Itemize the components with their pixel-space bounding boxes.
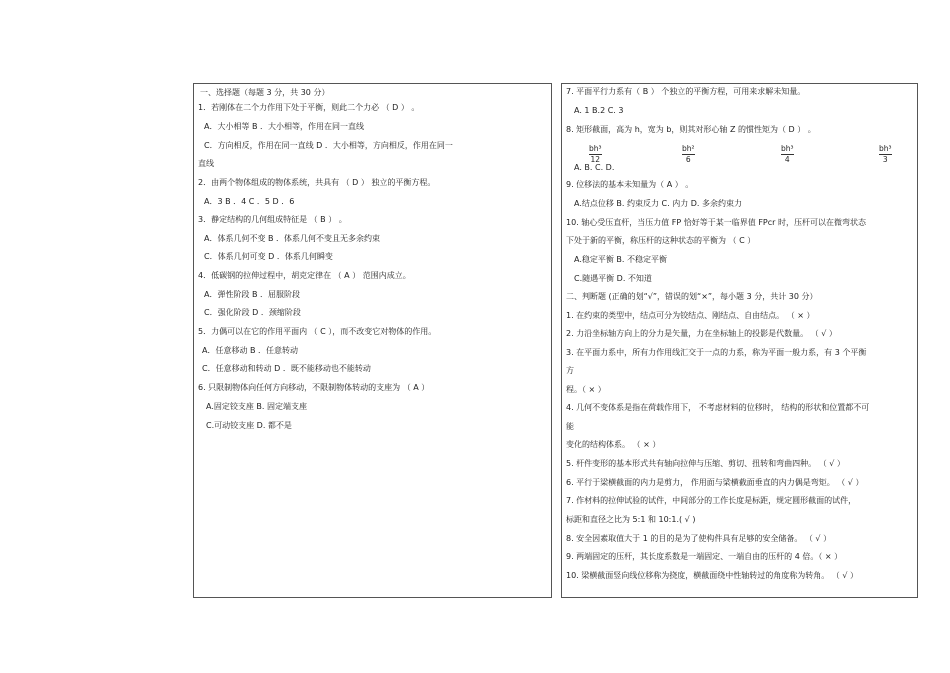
judgement-8: 8. 安全因素取值大于 1 的目的是为了使构件具有足够的安全储备。 （ √ ） [566, 534, 832, 543]
q2-options: A．3 B ．4 C ．5 D ．6 [204, 197, 295, 206]
question-9: 9. 位移法的基本未知量为（ A ） 。 [566, 180, 694, 189]
judgement-3: 3. 在平面力系中，所有力作用线汇交于一点的力系，称为平面一般力系，有 3 个平衡 [566, 348, 867, 357]
q7-options: A. 1 B.2 C. 3 [574, 106, 624, 115]
q8-option-letters: A. B. C. D. [574, 163, 615, 172]
q8-option-a-formula [589, 145, 602, 164]
q8-option-d-formula [879, 145, 892, 164]
q8-option-b-numerator: bh² [682, 144, 695, 153]
question-10-continued: 下处于新的平衡，称压杆的这种状态的平衡为 （ C ） [566, 236, 756, 245]
judgement-1: 1. 在约束的类型中，结点可分为铰结点、刚结点、自由结点。 （ × ） [566, 311, 815, 320]
q6-options-ab: A.固定铰支座 B. 固定端支座 [206, 402, 307, 411]
q5-options-cd: C．任意移动和转动 D ．既不能移动也不能转动 [202, 364, 371, 373]
question-4: 4．低碳钢的拉伸过程中，胡克定律在 （ A ） 范围内成立。 [198, 271, 411, 280]
section-heading-judgement: 二、判断题 (正确的划“√”，错误的划“×”，每小题 3 分，共计 30 分） [566, 292, 818, 301]
question-5: 5．力偶可以在它的作用平面内 （ C ），而不改变它对物体的作用。 [198, 327, 437, 336]
judgement-7: 7. 作材料的拉伸试验的试件，中间部分的工作长度是标距，规定圆形截面的试件， [566, 496, 857, 505]
judgement-10: 10. 梁横截面竖向线位移称为挠度，横截面绕中性轴转过的角度称为转角。 （ √ ） [566, 571, 858, 580]
question-1: 1．若刚体在二个力作用下处于平衡，则此二个力必 （ D ） 。 [198, 103, 420, 112]
q1-options-ab: A．大小相等 B ．大小相等，作用在同一直线 [204, 122, 365, 131]
judgement-4: 4. 几何不变体系是指在荷载作用下， 不考虑材料的位移时， 结构的形状和位置都不可 [566, 403, 870, 412]
choice-and-judgement-panel [561, 83, 918, 598]
question-8: 8. 矩形截面，高为 h，宽为 b，则其对形心轴 Z 的惯性矩为（ D ） 。 [566, 125, 816, 134]
question-6: 6. 只限制物体向任何方向移动，不限制物体转动的支座为 （ A ） [198, 383, 430, 392]
question-3: 3．静定结构的几何组成特征是 （ B ） 。 [198, 215, 347, 224]
q8-option-d-denominator: 3 [882, 155, 888, 164]
q8-option-a-numerator: bh³ [589, 144, 602, 153]
judgement-7-end: 标距和直径之比为 5:1 和 10:1.( √ ) [566, 515, 696, 524]
q8-option-b-formula [682, 145, 695, 164]
q3-options-ab: A．体系几何不变 B ．体系几何不变且无多余约束 [204, 234, 381, 243]
question-2: 2．由两个物体组成的物体系统，共具有 （ D ） 独立的平衡方程。 [198, 178, 436, 187]
q8-option-a-denominator: 12 [590, 155, 601, 164]
q3-options-cd: C．体系几何可变 D ．体系几何瞬变 [204, 252, 333, 261]
question-7: 7. 平面平行力系有（ B ） 个独立的平衡方程，可用来求解未知量。 [566, 87, 806, 96]
q9-options: A.结点位移 B. 约束反力 C. 内力 D. 多余约束力 [574, 199, 742, 208]
q8-option-d-numerator: bh³ [879, 144, 892, 153]
q8-option-b-denominator: 6 [685, 155, 691, 164]
judgement-3-wrap: 方 [566, 366, 574, 375]
q8-option-c-formula [781, 145, 794, 164]
q8-option-c-denominator: 4 [784, 155, 790, 164]
judgement-2: 2. 力沿坐标轴方向上的分力是矢量，力在坐标轴上的投影是代数量。 （ √ ） [566, 329, 837, 338]
q6-options-cd: C.可动铰支座 D. 都不是 [206, 421, 292, 430]
question-10: 10. 轴心受压直杆，当压力值 FP 恰好等于某一临界值 FPcr 时，压杆可以在微弯状态 [566, 218, 866, 227]
q4-options-ab: A．弹性阶段 B ．屈服阶段 [204, 290, 301, 299]
judgement-3-end: 程。（ × ） [566, 385, 606, 394]
q1-options-cd-wrap: 直线 [198, 159, 214, 168]
judgement-6: 6. 平行于梁横截面的内力是剪力， 作用面与梁横截面垂直的内力偶是弯矩。 （ √ ） [566, 478, 864, 487]
judgement-5: 5. 杆件变形的基本形式共有轴向拉伸与压缩、剪切、扭转和弯曲四种。 （ √ ） [566, 459, 845, 468]
q8-option-c-numerator: bh³ [781, 144, 794, 153]
q5-options-ab: A．任意移动 B ．任意转动 [202, 346, 299, 355]
judgement-9: 9. 两端固定的压杆，其长度系数是一端固定、一端自由的压杆的 4 倍。（ × ） [566, 552, 843, 561]
q10-options-ab: A.稳定平衡 B. 不稳定平衡 [574, 255, 667, 264]
judgement-4-wrap: 能 [566, 422, 574, 431]
q4-options-cd: C．强化阶段 D ．颈缩阶段 [204, 308, 301, 317]
judgement-4-end: 变化的结构体系。 （ × ） [566, 440, 661, 449]
choice-questions-panel [193, 83, 552, 598]
q1-options-cd: C．方向相反，作用在同一直线 D ．大小相等，方向相反，作用在同一 [204, 141, 453, 150]
section-heading-choice: 一、选择题（每题 3 分，共 30 分） [200, 88, 330, 97]
q10-options-cd: C.随遇平衡 D. 不知道 [574, 274, 652, 283]
